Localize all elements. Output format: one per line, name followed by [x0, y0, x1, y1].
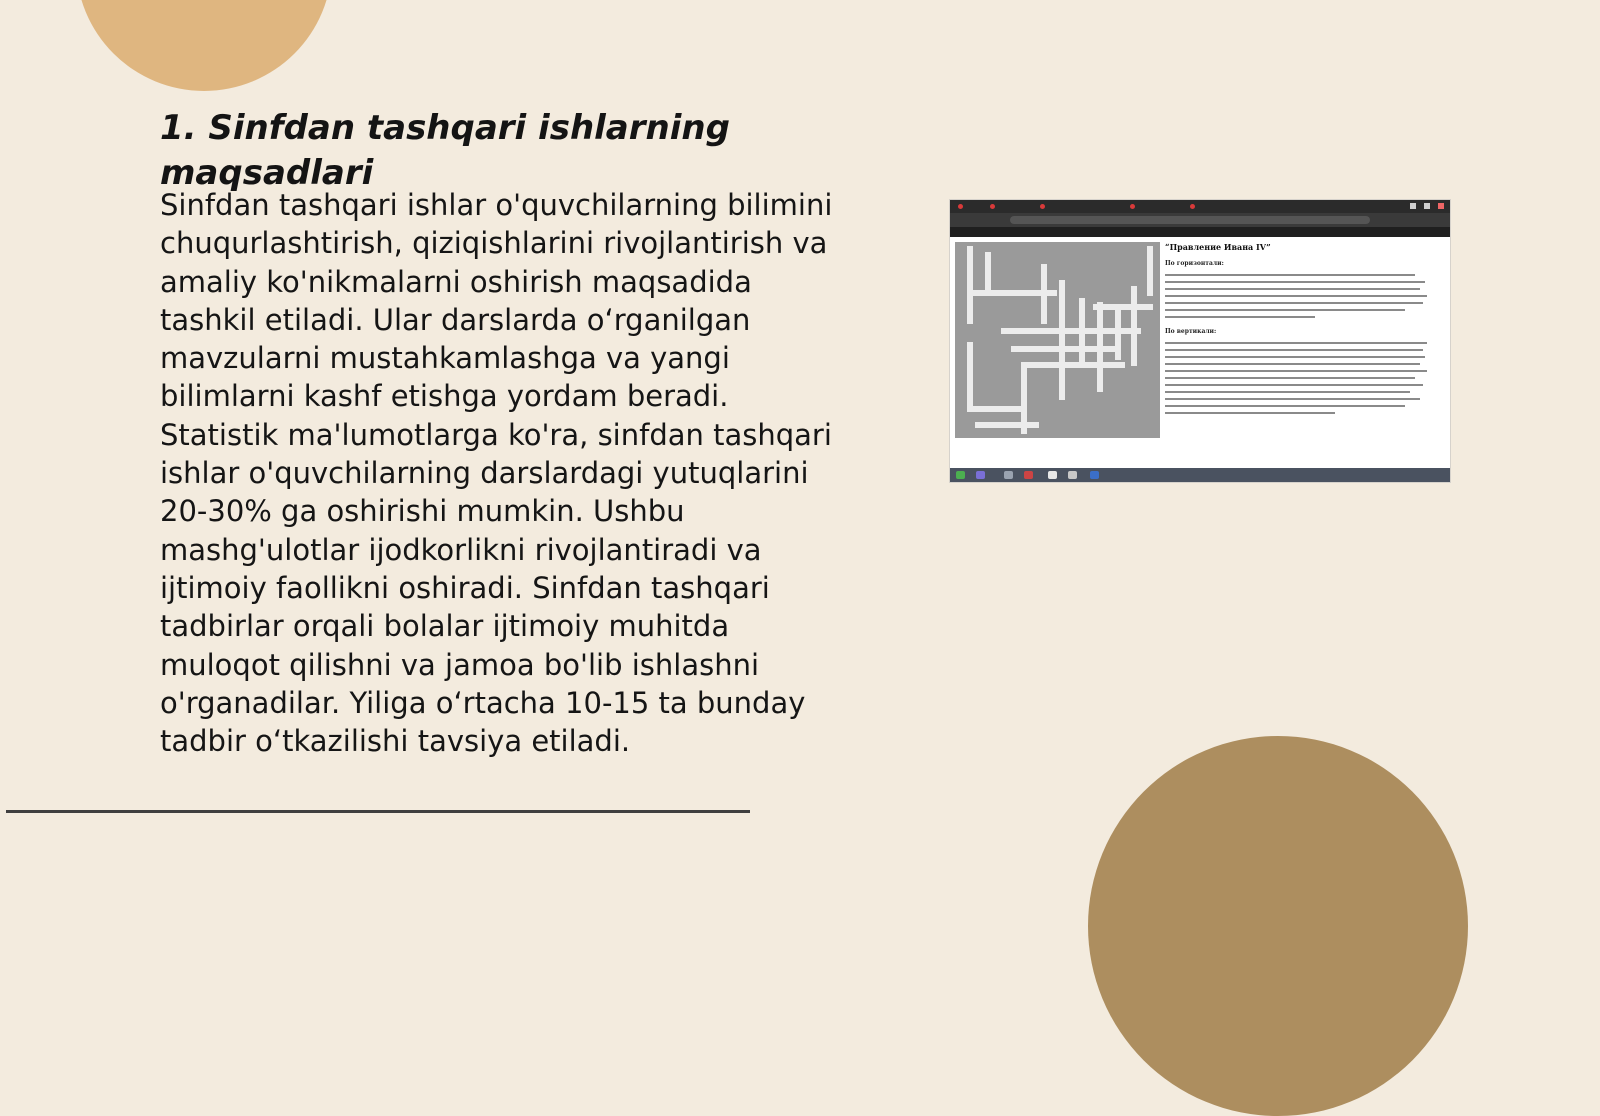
browser-tab-icon — [1190, 204, 1195, 209]
bookmarks-bar — [950, 227, 1450, 237]
decor-circle-top — [76, 0, 332, 91]
browser-titlebar — [950, 200, 1450, 213]
crossword-questions — [1165, 242, 1443, 464]
browser-tab-icon — [1040, 204, 1045, 209]
crossword-grid — [955, 242, 1160, 438]
minimize-icon — [1410, 203, 1416, 209]
maximize-icon — [1424, 203, 1430, 209]
start-icon — [956, 471, 965, 479]
address-field — [1010, 216, 1370, 224]
doc-down-label: По вертикали: — [1165, 328, 1217, 335]
doc-across-label: По горизонтали: — [1165, 260, 1224, 267]
taskbar-app-icon — [1068, 471, 1077, 479]
taskbar-app-icon — [1048, 471, 1057, 479]
crossword-screenshot — [950, 200, 1450, 482]
browser-tab-icon — [1130, 204, 1135, 209]
taskbar-app-icon — [1024, 471, 1033, 479]
doc-heading: “Правление Ивана IV” — [1165, 242, 1271, 252]
taskbar-app-icon — [1004, 471, 1013, 479]
slide-title: 1. Sinfdan tashqari ishlarning maqsadlari — [160, 108, 730, 193]
browser-tab-icon — [990, 204, 995, 209]
close-icon — [1438, 203, 1444, 209]
bottom-divider — [6, 810, 750, 813]
taskbar-app-icon — [1090, 471, 1099, 479]
slide-body-text: Sinfdan tashqari ishlar o'quvchilarning bilimini chuqurlashtirish, qiziqishlarini rivojlantirish va amaliy ko'nikmalarni oshirish maqsadida tashkil etiladi. Ular darslarda o‘rganilgan mavzularni mustahkamlashga va yangi bilimlarni kashf etishga yordam beradi. Statistik ma'lumotlarga ko'ra, sinfdan tashqari ishlar o'quvchilarning darslardagi yutuqlarini 20-30% ga oshirishi mumkin. Ushbu mashg'ulotlar ijodkorlikni rivojlantiradi va ijtimoiy faollikni oshiradi. Sinfdan tashqari tadbirlar orqali bolalar ijtimoiy muhitda muloqot qilishni va jamoa bo'lib ishlashni o'rganadilar. Yiliga o‘rtacha 10-15 ta bunday tadbir o‘tkazilishi tavsiya etiladi. — [160, 188, 833, 759]
browser-tab-icon — [958, 204, 963, 209]
taskbar-app-icon — [976, 471, 985, 479]
decor-circle-bottom — [1088, 736, 1468, 1116]
